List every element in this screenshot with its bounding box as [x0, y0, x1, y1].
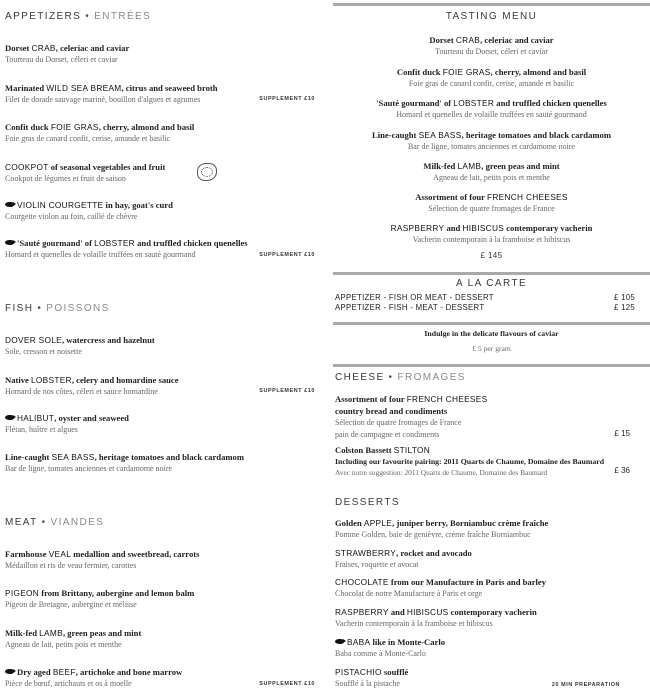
menu-text: , juniper berry, Borniambuc crème fraîche — [392, 518, 549, 528]
menu-text: Vacherin contemporain à la framboise et hibiscus — [412, 235, 571, 244]
menu-text: FRENCH CHEESES — [486, 192, 568, 202]
menu-text: RASPBERRY — [335, 607, 389, 617]
english-description — [335, 576, 640, 588]
menu-item — [5, 548, 315, 572]
menu-text: APPETIZERS — [5, 11, 82, 22]
menu-text: of seasonal vegetables and fruit — [48, 162, 166, 172]
menu-text: CHEESE — [335, 372, 385, 383]
supplement-label: SUPPLEMENT £10 — [259, 96, 315, 102]
menu-text: pain de campagne et condiments — [335, 430, 440, 439]
appetizers-heading — [5, 11, 151, 22]
menu-text: LOBSTER — [453, 98, 495, 108]
menu-text: and truffled chicken quenelles — [494, 98, 607, 108]
menu-text: Agneau de lait, petits pois et menthe — [5, 640, 122, 649]
tasting-item — [333, 66, 650, 90]
menu-text: from Brittany, aubergine and lemon balm — [39, 588, 195, 598]
cheese-price: £ 36 — [614, 466, 630, 475]
menu-text: 'Sauté gourmand' of — [376, 98, 454, 108]
english-description — [5, 587, 315, 599]
menu-text: Milk-fed — [5, 628, 40, 638]
menu-text: SEA BASS — [418, 130, 462, 140]
english-description — [5, 82, 315, 94]
english-description — [5, 548, 315, 560]
menu-item — [5, 42, 315, 66]
supplement-label: SUPPLEMENT £10 — [259, 252, 315, 258]
english-description — [5, 199, 315, 211]
english-description — [333, 160, 650, 172]
menu-text: LAMB — [457, 161, 482, 171]
menu-text: LOBSTER — [31, 375, 72, 385]
english-description — [333, 222, 650, 234]
supplement-label: SUPPLEMENT £10 — [259, 388, 315, 394]
menu-item — [5, 412, 315, 436]
menu-text: in hay, goat's curd — [103, 200, 173, 210]
divider — [333, 272, 650, 275]
tasting-price: £ 145 — [480, 251, 503, 260]
signature-dish-icon — [5, 415, 14, 420]
supplement-label: SUPPLEMENT £10 — [259, 681, 315, 687]
english-description — [335, 606, 640, 618]
menu-text: APPLE — [363, 518, 393, 528]
menu-text: , heritage tomatoes and black cardamom — [461, 130, 611, 140]
menu-text: Pièce de bœuf, artichauts et os à moelle — [5, 679, 132, 688]
menu-text: Assortment of four — [415, 192, 487, 202]
signature-dish-icon — [5, 202, 14, 207]
tasting-item — [333, 129, 650, 153]
menu-text: Dry aged — [17, 667, 53, 677]
menu-text: Line-caught — [372, 130, 419, 140]
english-description — [333, 191, 650, 203]
menu-text: HIBISCUS — [462, 223, 505, 233]
menu-text: VIOLIN COURGETTE — [17, 200, 104, 210]
menu-text: WILD SEA BREAM — [46, 83, 122, 93]
menu-text: Foie gras de canard confit, cerise, amande et basilic — [5, 134, 171, 143]
menu-text: FOIE GRAS — [442, 67, 491, 77]
menu-item — [5, 627, 315, 651]
a-la-carte-row — [335, 303, 635, 312]
english-description — [335, 547, 640, 559]
menu-text: Native — [5, 375, 32, 385]
divider — [333, 364, 650, 367]
menu-text: contemporary vacherin — [504, 223, 593, 233]
menu-text: FISH — [5, 303, 34, 314]
english-description — [5, 121, 315, 133]
cheese-item — [335, 393, 640, 441]
menu-text: CHOCOLATE — [335, 577, 389, 587]
menu-item — [5, 451, 315, 475]
menu-text: , citrus and seaweed broth — [121, 83, 218, 93]
cookpot-icon — [197, 163, 217, 181]
english-description — [333, 66, 650, 78]
dessert-item — [335, 606, 640, 630]
menu-text: Homard et quenelles de volaille truffées en sauté gourmand — [5, 250, 196, 259]
dessert-item — [335, 547, 640, 571]
menu-item — [5, 121, 315, 145]
menu-text: Colston Bassett — [335, 445, 394, 455]
english-description — [335, 517, 640, 529]
menu-text: soufflé — [381, 667, 409, 677]
menu-text: • — [85, 11, 91, 22]
menu-text: Vacherin contemporain à la framboise et hibiscus — [335, 619, 493, 628]
menu-text: PIGEON — [5, 588, 40, 598]
menu-text: like in Monte-Carlo — [370, 637, 446, 647]
desserts-heading: DESSERTS — [335, 497, 400, 508]
menu-text: and — [444, 223, 463, 233]
menu-text: RASPBERRY — [390, 223, 445, 233]
menu-text: country bread and condiments — [335, 406, 448, 416]
menu-text: and truffled chicken quenelles — [134, 238, 248, 248]
menu-text: Pomme Golden, baie de genièvre, crème fraîche Borniambuc — [335, 530, 531, 539]
cheese-heading — [335, 372, 466, 383]
english-description — [335, 393, 640, 405]
english-description — [335, 636, 640, 648]
menu-text: SEA BASS — [51, 452, 95, 462]
menu-text: Sélection de quatre fromages de France — [335, 418, 462, 427]
signature-dish-icon — [335, 639, 344, 644]
menu-text: £ 105 — [613, 293, 635, 302]
menu-text: , celeriac and caviar — [480, 35, 554, 45]
english-description — [5, 334, 315, 346]
menu-text: • — [37, 303, 43, 314]
english-description — [5, 627, 315, 639]
menu-text: Bar de ligne, tomates anciennes et cardamome noire — [407, 142, 576, 151]
menu-item — [5, 199, 315, 223]
menu-text: VIANDES — [50, 517, 105, 528]
menu-text: , watercress and hazelnut — [61, 335, 155, 345]
menu-text: Bar de ligne, tomates anciennes et cardamome noire — [5, 464, 173, 473]
menu-text: Tourteau du Dorset, céleri et caviar — [435, 47, 548, 56]
menu-text: STILTON — [393, 445, 431, 455]
english-description — [5, 161, 315, 173]
menu-text: Confit duck — [396, 67, 443, 77]
cheese-price: £ 15 — [614, 429, 630, 438]
menu-text: Dorset — [429, 35, 456, 45]
dessert-item — [335, 636, 640, 660]
right-column — [333, 0, 650, 700]
menu-text: £ 125 — [613, 303, 635, 312]
menu-text: Milk-fed — [423, 161, 458, 171]
preparation-note: 20 MIN PREPARATION — [551, 682, 620, 688]
a-la-carte-heading: A LA CARTE — [455, 278, 528, 289]
tasting-item — [333, 160, 650, 184]
menu-text: , green peas and mint — [481, 161, 560, 171]
menu-text: DOVER SOLE — [5, 335, 62, 345]
caviar-price: £ 5 per gram — [472, 344, 511, 353]
tasting-item — [333, 191, 650, 215]
menu-item — [5, 82, 315, 106]
english-description — [5, 666, 315, 678]
menu-text: Sole, cresson et noisette — [5, 347, 82, 356]
menu-text: contemporary vacherin — [448, 607, 537, 617]
menu-text: LOBSTER — [94, 238, 135, 248]
menu-text: , cherry, almond and basil — [98, 122, 195, 132]
menu-text: , cherry, almond and basil — [490, 67, 587, 77]
menu-text: BEEF — [52, 667, 76, 677]
menu-text: Soufflé à la pistache — [335, 679, 400, 688]
menu-text: CRAB — [455, 35, 481, 45]
menu-text: Homard de nos côtes, céleri et sauce homardine — [5, 387, 158, 396]
menu-item — [5, 587, 315, 611]
menu-item — [5, 161, 315, 185]
menu-text: CRAB — [31, 43, 56, 53]
menu-text: Pigeon de Bretagne, aubergine et mélisse — [5, 600, 137, 609]
menu-text: • — [41, 517, 47, 528]
menu-text: STRAWBERRY — [335, 548, 397, 558]
meat-heading — [5, 517, 104, 528]
cheese-item — [335, 444, 640, 479]
signature-dish-icon — [5, 669, 14, 674]
menu-text: , heritage tomatoes and black cardamom — [94, 452, 244, 462]
menu-text: Indulge in the delicate flavours of caviar — [424, 329, 559, 338]
menu-text: Fraises, roquette et avocat — [335, 560, 419, 569]
menu-text: BABA — [347, 637, 371, 647]
english-description — [333, 34, 650, 46]
menu-text: , rocket and avocado — [396, 548, 472, 558]
fish-heading — [5, 303, 110, 314]
menu-text: , oyster and seaweed — [54, 413, 129, 423]
menu-text: Dorset — [5, 43, 32, 53]
menu-text: VEAL — [48, 549, 72, 559]
menu-text: Tourteau du Dorset, céleri et caviar — [5, 55, 118, 64]
menu-text: Médaillon et ris de veau fermier, carottes — [5, 561, 137, 570]
menu-text: Filet de dorade sauvage mariné, bouillon d'algues et agrumes — [5, 95, 201, 104]
menu-text: APPETIZER - FISH - MEAT - DESSERT — [335, 303, 485, 312]
menu-text: , green peas and mint — [62, 628, 142, 638]
menu-text: Baba comme à Monte-Carlo — [335, 649, 426, 658]
caviar-offer — [333, 328, 650, 340]
dessert-item — [335, 517, 640, 541]
menu-text: , artichoke and bone marrow — [75, 667, 183, 677]
menu-text: Courgette violon au foin, caillé de chèvre — [5, 212, 138, 221]
tasting-item — [333, 222, 650, 246]
tasting-item — [333, 34, 650, 58]
english-description — [5, 412, 315, 424]
menu-text: Avec notre suggestion: 2011 Quarts de Chaume, Domaine des Baumard — [335, 468, 548, 477]
menu-text: and — [388, 607, 407, 617]
menu-text: • — [388, 372, 394, 383]
dessert-item — [335, 576, 640, 600]
english-description — [333, 129, 650, 141]
menu-text: POISSONS — [46, 303, 110, 314]
menu-text: Cookpot de légumes et fruit de saison — [5, 174, 126, 183]
menu-text: Flétan, huître et algues — [5, 425, 78, 434]
menu-text: COOKPOT — [5, 162, 49, 172]
menu-text: LAMB — [39, 628, 63, 638]
menu-text: APPETIZER - FISH OR MEAT - DESSERT — [335, 293, 494, 302]
menu-text: FRENCH CHEESES — [406, 394, 488, 404]
menu-text: Sélection de quatre fromages de France — [428, 204, 555, 213]
menu-text: Farmhouse — [5, 549, 49, 559]
menu-text: FOIE GRAS — [50, 122, 99, 132]
menu-text: Line-caught — [5, 452, 52, 462]
menu-text: Including our favourite pairing: 2011 Quarts de Chaume, Domaine des Baumard — [335, 457, 605, 466]
menu-item — [5, 374, 315, 398]
menu-item — [5, 334, 315, 358]
menu-text: from our Manufacture in Paris and barley — [388, 577, 547, 587]
menu-text: Marinated — [5, 83, 47, 93]
english-description — [5, 237, 315, 249]
menu-text: Golden — [335, 518, 364, 528]
tasting-item — [333, 97, 650, 121]
english-description — [5, 42, 315, 54]
menu-text: HIBISCUS — [406, 607, 449, 617]
menu-text: medallion and sweetbread, carrots — [71, 549, 200, 559]
menu-text: PISTACHIO — [335, 667, 382, 677]
menu-text: , celery and homardine sauce — [71, 375, 179, 385]
menu-text: Chocolat de notre Manufacture à Paris et orge — [335, 589, 483, 598]
menu-text: ENTRÉES — [94, 11, 152, 22]
divider — [333, 3, 650, 6]
menu-text: , celeriac and caviar — [55, 43, 130, 53]
english-description — [5, 451, 315, 463]
menu-text: HALIBUT — [17, 413, 55, 423]
menu-text: Homard et quenelles de volaille truffées en sauté gourmand — [396, 110, 587, 119]
english-description — [5, 374, 315, 386]
signature-dish-icon — [5, 240, 14, 245]
menu-text: MEAT — [5, 517, 38, 528]
menu-text: 'Sauté gourmand' of — [17, 238, 95, 248]
english-description — [333, 97, 650, 109]
divider — [333, 322, 650, 325]
english-description — [335, 444, 640, 456]
tasting-menu-heading: TASTING MENU — [445, 11, 538, 22]
a-la-carte-row — [335, 293, 635, 302]
menu-text: Foie gras de canard confit, cerise, amande et basilic — [408, 79, 575, 88]
english-description — [335, 666, 640, 678]
menu-text: Agneau de lait, petits pois et menthe — [433, 173, 550, 182]
menu-text: Confit duck — [5, 122, 51, 132]
menu-text: FROMAGES — [397, 372, 466, 383]
menu-text: Assortment of four — [335, 394, 407, 404]
